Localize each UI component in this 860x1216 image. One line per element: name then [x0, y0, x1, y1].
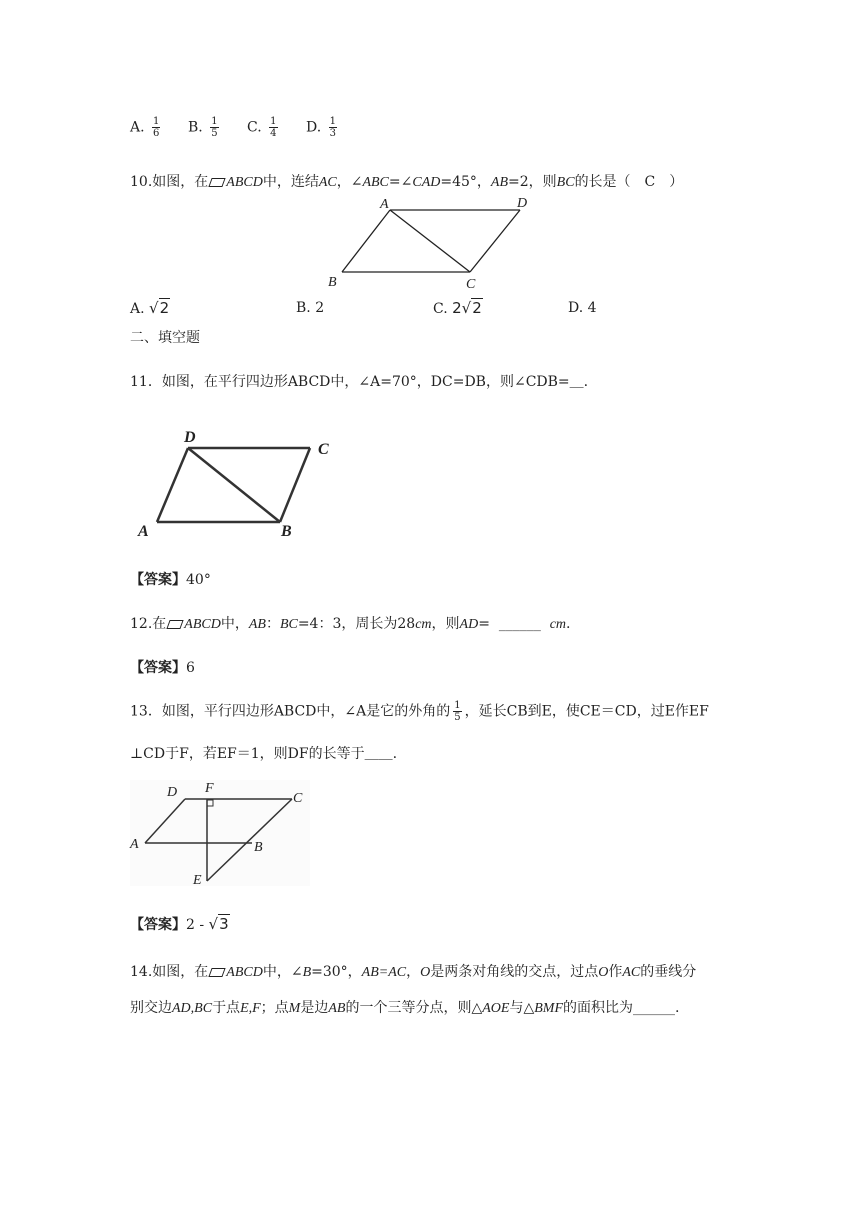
label-b: B [281, 523, 292, 540]
label-d: D [167, 785, 178, 800]
q9-option-b [188, 116, 222, 139]
parallelogram-icon [209, 178, 226, 187]
label-c: C [318, 441, 329, 458]
option-letter: D. [306, 119, 322, 136]
option-letter: C. [247, 119, 262, 136]
q9-option-d [306, 116, 340, 139]
q13-line2: ⊥CD于F，若EF＝1，则DF的长等于＿＿. [130, 746, 398, 762]
diagonal-db [188, 448, 280, 522]
q9-option-c [247, 116, 281, 139]
section-heading: 二、填空题 [130, 330, 200, 346]
edge-bc [280, 448, 310, 522]
q9-option-a [130, 116, 163, 139]
answer-tag: 【答案】 [130, 572, 186, 588]
q14-line2: 别交边AD,BC于点E,F；点M是边AB的一个三等分点，则△AOE与△BMF的面积比为______. [130, 1000, 680, 1016]
edge-cd [470, 210, 520, 272]
diagonal-ac [390, 210, 470, 272]
answer-value: 40° [186, 572, 211, 588]
option-letter: A. [130, 119, 145, 136]
q10-option-b: B. 2 [296, 300, 325, 316]
label-b: B [328, 275, 337, 290]
edge-ab [342, 210, 390, 272]
answer-value: 2 - [186, 917, 209, 933]
q10-figure [320, 190, 540, 290]
label-a: A [380, 197, 389, 212]
label-d: D [517, 196, 528, 211]
edge-da [157, 448, 188, 522]
q12-answer [130, 658, 195, 678]
fraction: $\frac{1}{4}$ [270, 116, 277, 139]
q10-text: 10.如图，在 ABCD中，连结AC，∠ABC=∠CAD=45°，AB=2，则BC的长是（ C ） [130, 174, 684, 190]
fraction: $\frac{1}{5}$ [454, 700, 461, 723]
label-a: A [138, 523, 149, 540]
label-c: C [293, 791, 303, 806]
answer-value: 6 [186, 660, 195, 676]
q11-answer [130, 570, 211, 590]
answer-tag: 【答案】 [130, 917, 186, 933]
q10-option-c: C. 2√2 [433, 299, 482, 317]
q10-option-d: D. 4 [568, 300, 597, 316]
answer-tag: 【答案】 [130, 660, 186, 676]
q13-line1: 13．如图，平行四边形ABCD中，∠A是它的外角的 $\frac{1}{5}$ ，延长CB到E，使CE＝CD，过E作EF [130, 700, 709, 723]
q13-answer [130, 914, 230, 935]
label-e: E [193, 873, 202, 888]
parallelogram-icon [167, 620, 184, 629]
q11-figure [130, 420, 360, 545]
q13-figure [125, 778, 315, 890]
label-d: D [184, 429, 196, 446]
sqrt: 2√2 [452, 299, 482, 317]
figure-background [130, 780, 310, 886]
option-letter: B. [188, 119, 203, 136]
fraction: $\frac{1}{3}$ [329, 116, 337, 139]
q14-line1: 14.如图，在 ABCD中，∠B=30°，AB=AC，O是两条对角线的交点，过点O作AC的垂线分 [130, 964, 697, 980]
fraction: $\frac{1}{5}$ [211, 116, 218, 139]
label-c: C [466, 277, 476, 290]
fraction: $\frac{1}{6}$ [153, 116, 160, 139]
q10-option-a: A. √2 [130, 299, 170, 317]
label-f: F [205, 781, 214, 796]
q12-text: 12.在 ABCD中，AB：BC=4：3，周长为28cm，则AD= ______ cm. [130, 616, 571, 632]
sqrt: √2 [149, 299, 170, 317]
sqrt: √3 [208, 915, 229, 933]
parallelogram-icon [209, 968, 226, 977]
q11-text: 11．如图，在平行四边形ABCD中，∠A=70°，DC=DB，则∠CDB=＿. [130, 374, 589, 390]
label-a: A [130, 837, 139, 852]
label-b: B [254, 840, 263, 855]
